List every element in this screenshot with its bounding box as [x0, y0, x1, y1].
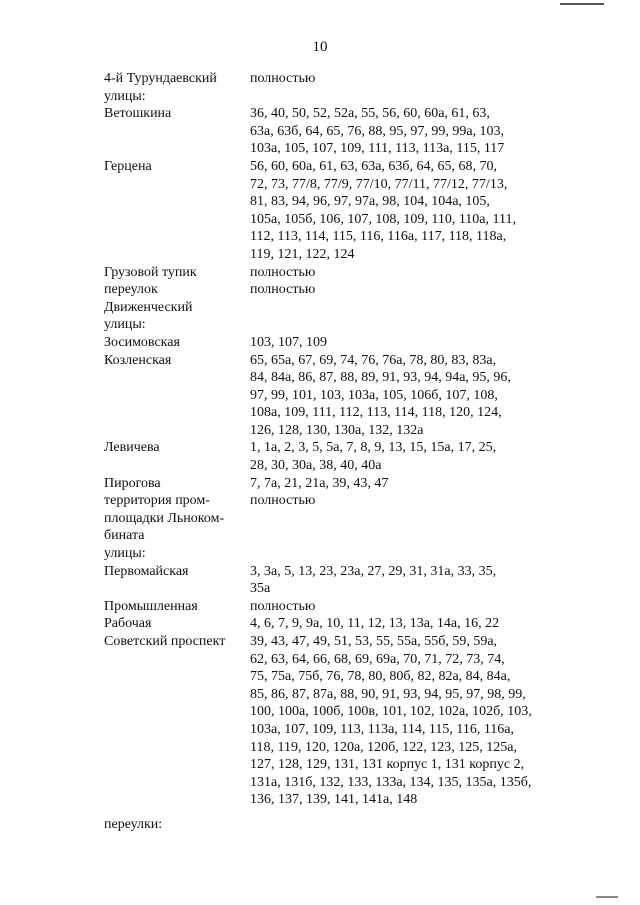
street-row — [104, 475, 604, 493]
street-name: улицы: — [104, 546, 146, 562]
house-numbers: 3, 3а, 5, 13, 23, 23а, 27, 29, 31, 31а, 33, 35, 35а — [250, 563, 497, 597]
house-numbers: полностью — [250, 71, 316, 86]
house-numbers: 103, 107, 109 — [250, 334, 327, 350]
street-name: Герцена — [104, 158, 152, 174]
house-numbers: 56, 60, 60а, 61, 63, 63а, 63б, 64, 65, 68, 70, 72, 73, 77/8, 77/9, 77/10, 77/11, 77/12, 77/13, 81, 83, 94, 96, 97, 97а, 98, 104, 104а, 105, 105а, 105б, 106, 107, 108, 109, 110, 110а, 111, 112, 113, 114, 115, 116, 116а, 117, 118, 118а, 119, 121, 122, 124 — [250, 158, 516, 262]
street-name: Левичева — [104, 440, 160, 456]
street-list — [104, 70, 604, 809]
street-name: Козленская — [104, 352, 172, 368]
house-numbers: 65, 65а, 67, 69, 74, 76, 76а, 78, 80, 83, 83а, 84, 84а, 86, 87, 88, 89, 91, 93, 94, 94а, 95, 96, 97, 99, 101, 103, 103а, 105, 106б, 107, 108, 108а, 109, 111, 112, 113, 114, 118, 120, 124, 126, 128, 130, 130а, 132, 132а — [250, 352, 511, 438]
street-row — [104, 264, 604, 282]
street-name: Движенческий улицы: — [104, 299, 193, 333]
house-numbers — [250, 88, 604, 106]
section-label-lanes: переулки: — [104, 817, 163, 832]
street-name: территория пром- площадки Льноком- бината — [104, 493, 225, 544]
street-name: Советский проспект — [104, 634, 226, 649]
house-numbers: 36, 40, 50, 52, 52а, 55, 56, 60, 60а, 61, 63, 63а, 63б, 64, 65, 76, 88, 95, 97, 99, 99а, 103, 103а, 105, 107, 109, 111, 113, 113а, 115, 117 — [250, 106, 505, 157]
house-numbers: 39, 43, 47, 49, 51, 53, 55, 55а, 55б, 59, 59а, 62, 63, 64, 66, 68, 69, 69а, 70, 71, 72, 73, 74, 75, 75а, 75б, 76, 78, 80, 80б, 82, 82а, 84, 84а, 85, 86, 87, 87а, 88, 90, 91, 93, 94, 95, 97, 98, 99, 100, 100а, 100б, 100в, 101, 102, 102а, 102б, 103, 103а, 107, 109, 113, 113а, 114, 115, 116, 116а, 118, 119, 120, 120а, 120б, 122, 123, 125, 125а, 127, 128, 129, 131, 131 корпус 1, 131 корпус 2, 131а, 131б, 132, 133, 133а, 134, 135, 135а, 135б, 136, 137, 139, 141, 141а, 148 — [250, 634, 532, 808]
house-numbers: 7, 7а, 21, 21а, 39, 43, 47 — [250, 475, 389, 491]
house-numbers: 4, 6, 7, 9, 9а, 10, 11, 12, 13, 13а, 14а, 16, 22 — [250, 616, 500, 632]
street-name: Пирогова — [104, 475, 161, 491]
street-row — [104, 281, 604, 299]
house-numbers — [250, 299, 604, 334]
street-row — [104, 88, 604, 106]
street-row — [104, 545, 604, 563]
street-name: Грузовой тупик — [104, 264, 197, 280]
street-row — [104, 105, 604, 158]
street-name: Ветошкина — [104, 106, 172, 122]
street-row — [104, 158, 604, 264]
street-name: улицы: — [104, 88, 146, 104]
house-numbers: полностью — [250, 282, 316, 298]
scan-mark-bottom — [596, 896, 618, 898]
street-name: Промышленная — [104, 598, 198, 614]
house-numbers: 1, 1а, 2, 3, 5, 5а, 7, 8, 9, 13, 15, 15а, 17, 25, 28, 30, 30а, 38, 40, 40а — [250, 440, 497, 474]
street-name: 4-й Турундаевский — [104, 71, 217, 86]
page-number: 10 — [312, 39, 328, 55]
street-row — [104, 439, 604, 474]
street-row — [104, 352, 604, 440]
street-row — [104, 492, 604, 545]
street-name: Зосимовская — [104, 334, 180, 350]
street-name: Рабочая — [104, 616, 152, 632]
street-row — [104, 334, 604, 352]
street-row — [104, 299, 604, 334]
street-row — [104, 598, 604, 616]
street-row — [104, 563, 604, 598]
street-row — [104, 615, 604, 633]
street-name: переулок — [104, 282, 158, 298]
house-numbers: полностью — [250, 264, 316, 280]
scan-mark-top — [560, 3, 604, 5]
street-row — [104, 633, 604, 809]
street-row — [104, 70, 604, 88]
house-numbers — [250, 545, 604, 563]
house-numbers: полностью — [250, 598, 316, 614]
street-name: Первомайская — [104, 563, 189, 579]
house-numbers: полностью — [250, 493, 316, 509]
